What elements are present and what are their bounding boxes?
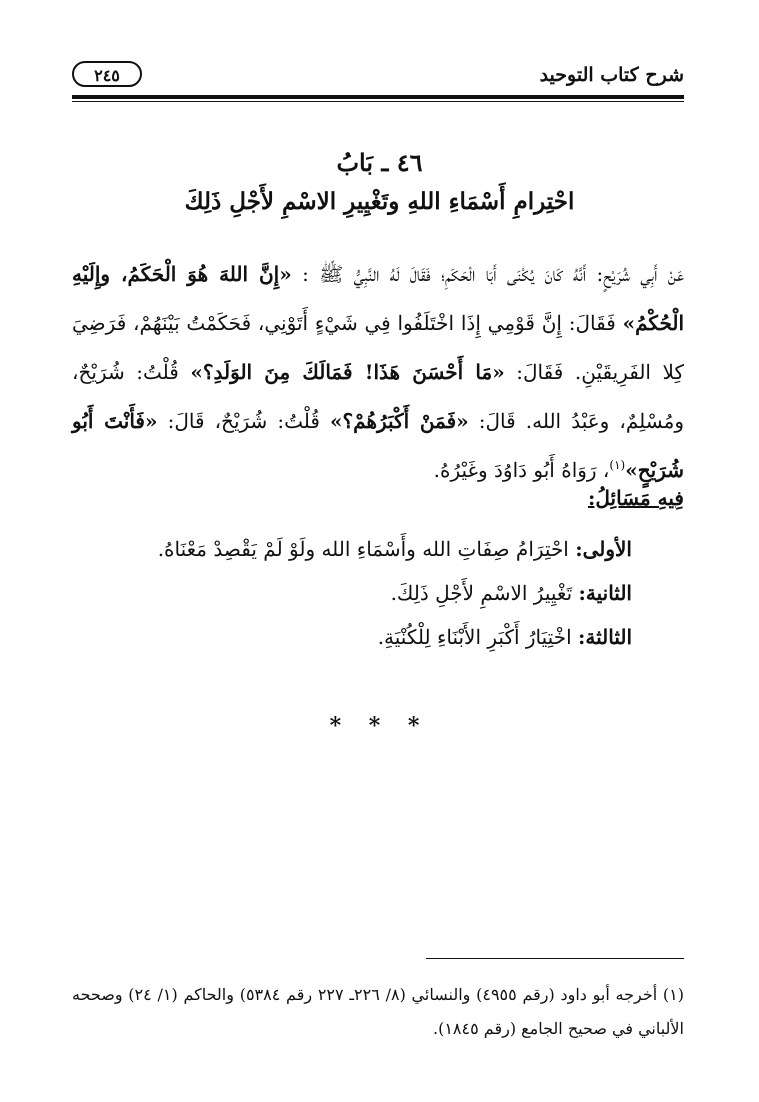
issue-item <box>72 571 632 615</box>
hadith-quote: «فَأَنْتَ أَبُو شُرَيْحٍ» <box>72 409 684 482</box>
header-rule-thick <box>72 95 684 99</box>
running-title: شرح كتاب التوحيد <box>539 64 684 86</box>
issue-label: الأولى: <box>575 537 632 561</box>
hadith-quote: «مَا أَحْسَنَ هَذَا! فَمَالَكَ مِنَ الوَلَدِ؟» <box>190 360 505 384</box>
issue-text: تَغْيِيرُ الاسْمِ لأَجْلِ ذَلِكَ. <box>390 581 573 605</box>
hadith-text: قُلْتُ: شُرَيْحٌ، قَالَ: <box>167 409 320 433</box>
footnote: (١) أخرجه أبو داود (رقم ٤٩٥٥) والنسائي (٨/ ٢٢٦ـ ٢٢٧ رقم ٥٣٨٤) والحاكم (١/ ٢٤) وصححه الألباني في صحيح الجامع (رقم ١٨٤٥). <box>72 985 684 1038</box>
issues-list <box>72 527 632 659</box>
page-number: ٢٤٥ <box>72 61 142 87</box>
chapter-number: ٤٦ ـ بَابُ <box>336 148 423 177</box>
issue-item <box>72 527 632 571</box>
hadith-text: ، رَوَاهُ أَبُو دَاوُدَ وغَيْرُهُ. <box>433 458 610 482</box>
issue-text: اخْتِيَارُ أَكْبَرِ الأَبْنَاءِ لِلْكُنْيَةِ. <box>377 625 572 649</box>
section-separator: * * * <box>329 713 430 739</box>
hadith-quote: «فَمَنْ أَكْبَرُهُمْ؟» <box>330 409 469 433</box>
footnote-reference[interactable]: (١) <box>609 458 626 472</box>
header-rule-thin <box>72 101 684 102</box>
chapter-title: احْتِرامِ أَسْمَاءِ اللهِ وتَغْيِيرِ الاسْمِ لأَجْلِ ذَلِكَ <box>184 188 575 215</box>
issue-text: احْتِرَامُ صِفَاتِ الله وأَسْمَاءِ الله ولَوْ لَمْ يَقْصِدْ مَعْنَاهُ. <box>157 537 569 561</box>
hadith-text: قُلْتُ: شُرَيْحٌ، ومُسْلِمٌ، وعَبْدُ الله. قَالَ: <box>72 360 684 433</box>
issues-heading: فِيهِ مَسَائِلُ: <box>587 486 684 510</box>
hadith-text: عَنْ أَبِي شُرَيْحٍ: أَنَّهُ كَانَ يُكْنَى أَبَا الْحَكَمِ؛ فَقَالَ لَهُ النَّبِيُّ ﷺ : <box>302 262 685 286</box>
hadith-paragraph <box>72 250 684 495</box>
hadith-text: فَقَالَ: إِنَّ قَوْمِي إِذَا اخْتَلَفُوا فِي شَيْءٍ أَتَوْنِي، فَحَكَمْتُ بَيْنَهُمْ، فَرَضِيَ كِلا الفَرِيقَيْنِ. فَقَالَ: <box>72 311 684 384</box>
hadith-quote: «إِنَّ اللهَ هُوَ الْحَكَمُ، وإِلَيْهِ الْحُكْمُ» <box>72 262 685 335</box>
footnote-rule <box>426 958 684 959</box>
issue-label: الثانية: <box>578 581 632 605</box>
issue-item <box>72 615 632 659</box>
page-header <box>72 58 684 94</box>
issue-label: الثالثة: <box>577 625 632 649</box>
